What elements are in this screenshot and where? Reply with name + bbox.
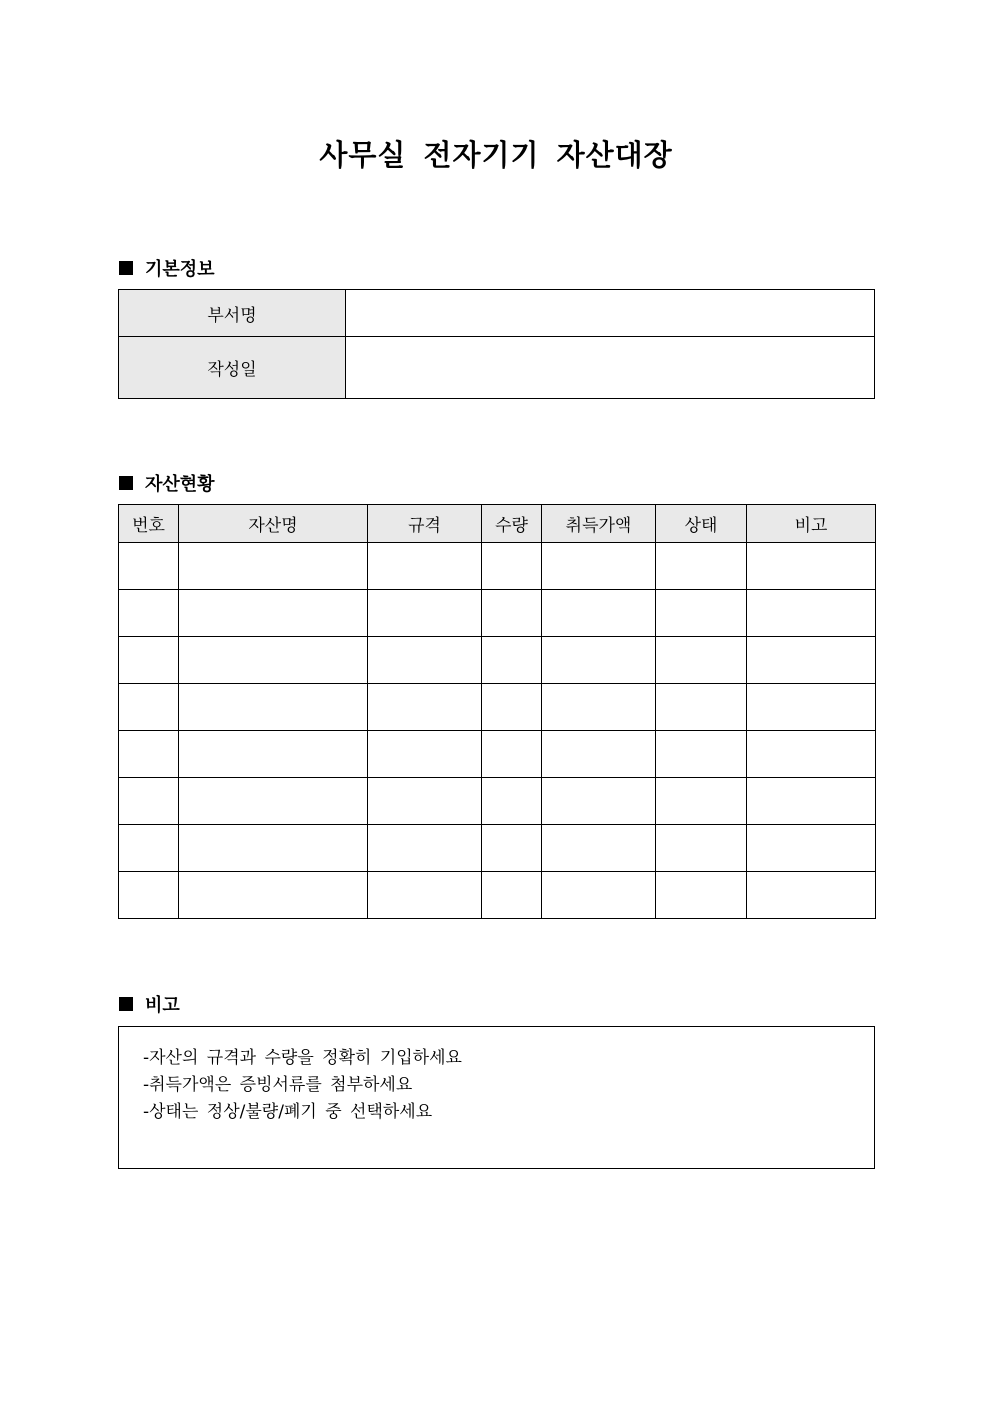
- column-header-number: 번호: [119, 505, 179, 543]
- table-row: [119, 825, 876, 872]
- spec-cell[interactable]: [368, 872, 482, 919]
- table-row: [119, 543, 876, 590]
- basic-info-heading-label: 기본정보: [145, 259, 215, 280]
- basic-info-row: [119, 337, 875, 399]
- acquisition-cost-cell[interactable]: [542, 872, 656, 919]
- number-cell[interactable]: [119, 731, 179, 778]
- acquisition-cost-cell[interactable]: [542, 543, 656, 590]
- quantity-cell[interactable]: [482, 637, 542, 684]
- square-bullet-icon: [119, 261, 133, 275]
- remarks-cell[interactable]: [747, 825, 876, 872]
- department-label: 부서명: [119, 290, 346, 337]
- notes-line: -자산의 규격과 수량을 정확히 기입하세요: [143, 1048, 462, 1068]
- asset-name-cell[interactable]: [179, 543, 368, 590]
- asset-name-cell[interactable]: [179, 731, 368, 778]
- asset-name-cell[interactable]: [179, 778, 368, 825]
- quantity-cell[interactable]: [482, 825, 542, 872]
- basic-info-table: [118, 289, 875, 399]
- status-cell[interactable]: [656, 590, 747, 637]
- spec-cell[interactable]: [368, 543, 482, 590]
- column-header-remarks: 비고: [747, 505, 876, 543]
- column-header-asset-name: 자산명: [179, 505, 368, 543]
- acquisition-cost-cell[interactable]: [542, 637, 656, 684]
- spec-cell[interactable]: [368, 778, 482, 825]
- table-row: [119, 590, 876, 637]
- asset-table: [118, 504, 876, 919]
- asset-name-cell[interactable]: [179, 590, 368, 637]
- quantity-cell[interactable]: [482, 778, 542, 825]
- table-row: [119, 872, 876, 919]
- notes-heading: [119, 991, 180, 1017]
- column-header-acquisition-cost: 취득가액: [542, 505, 656, 543]
- column-header-status: 상태: [656, 505, 747, 543]
- acquisition-cost-cell[interactable]: [542, 825, 656, 872]
- number-cell[interactable]: [119, 684, 179, 731]
- status-cell[interactable]: [656, 731, 747, 778]
- quantity-cell[interactable]: [482, 543, 542, 590]
- table-row: [119, 637, 876, 684]
- asset-table-header-row: [119, 505, 876, 543]
- notes-box: [118, 1026, 875, 1169]
- status-cell[interactable]: [656, 778, 747, 825]
- asset-name-cell[interactable]: [179, 825, 368, 872]
- acquisition-cost-cell[interactable]: [542, 590, 656, 637]
- status-cell[interactable]: [656, 684, 747, 731]
- assets-heading-label: 자산현황: [145, 474, 215, 495]
- status-cell[interactable]: [656, 637, 747, 684]
- status-cell[interactable]: [656, 872, 747, 919]
- quantity-cell[interactable]: [482, 731, 542, 778]
- assets-heading: [119, 470, 215, 496]
- remarks-cell[interactable]: [747, 543, 876, 590]
- remarks-cell[interactable]: [747, 590, 876, 637]
- remarks-cell[interactable]: [747, 778, 876, 825]
- acquisition-cost-cell[interactable]: [542, 778, 656, 825]
- date-field[interactable]: [346, 337, 875, 399]
- remarks-cell[interactable]: [747, 872, 876, 919]
- asset-name-cell[interactable]: [179, 637, 368, 684]
- notes-heading-label: 비고: [145, 995, 180, 1016]
- acquisition-cost-cell[interactable]: [542, 684, 656, 731]
- spec-cell[interactable]: [368, 684, 482, 731]
- number-cell[interactable]: [119, 637, 179, 684]
- notes-list: [119, 1027, 874, 1126]
- square-bullet-icon: [119, 997, 133, 1011]
- number-cell[interactable]: [119, 872, 179, 919]
- acquisition-cost-cell[interactable]: [542, 731, 656, 778]
- spec-cell[interactable]: [368, 825, 482, 872]
- table-row: [119, 684, 876, 731]
- table-row: [119, 778, 876, 825]
- quantity-cell[interactable]: [482, 872, 542, 919]
- notes-line: -취득가액은 증빙서류를 첨부하세요: [143, 1075, 413, 1095]
- spec-cell[interactable]: [368, 590, 482, 637]
- quantity-cell[interactable]: [482, 684, 542, 731]
- spec-cell[interactable]: [368, 637, 482, 684]
- date-label: 작성일: [119, 337, 346, 399]
- page-title: 사무실 전자기기 자산대장: [319, 138, 673, 172]
- asset-name-cell[interactable]: [179, 684, 368, 731]
- basic-info-row: [119, 290, 875, 337]
- number-cell[interactable]: [119, 778, 179, 825]
- status-cell[interactable]: [656, 543, 747, 590]
- number-cell[interactable]: [119, 590, 179, 637]
- remarks-cell[interactable]: [747, 731, 876, 778]
- quantity-cell[interactable]: [482, 590, 542, 637]
- remarks-cell[interactable]: [747, 684, 876, 731]
- remarks-cell[interactable]: [747, 637, 876, 684]
- asset-table-body: [119, 543, 876, 919]
- number-cell[interactable]: [119, 543, 179, 590]
- department-field[interactable]: [346, 290, 875, 337]
- basic-info-heading: [119, 255, 215, 281]
- square-bullet-icon: [119, 476, 133, 490]
- column-header-quantity: 수량: [482, 505, 542, 543]
- asset-name-cell[interactable]: [179, 872, 368, 919]
- column-header-spec: 규격: [368, 505, 482, 543]
- number-cell[interactable]: [119, 825, 179, 872]
- spec-cell[interactable]: [368, 731, 482, 778]
- table-row: [119, 731, 876, 778]
- status-cell[interactable]: [656, 825, 747, 872]
- notes-line: -상태는 정상/불량/폐기 중 선택하세요: [143, 1102, 433, 1122]
